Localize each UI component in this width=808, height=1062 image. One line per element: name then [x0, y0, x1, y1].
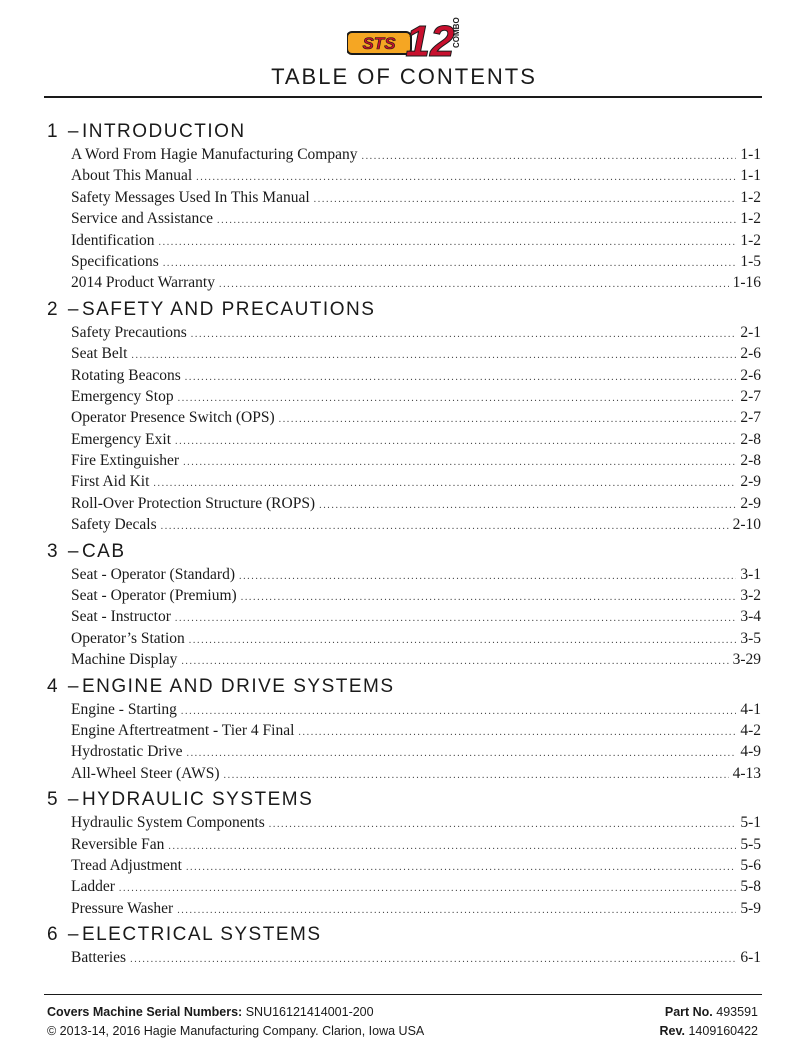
section-name: SAFETY AND PRECAUTIONS	[81, 298, 376, 320]
logo-number-text: 12	[405, 17, 455, 62]
footer-row-2	[47, 1022, 758, 1041]
dot-leader	[314, 189, 737, 210]
section-number: 6	[47, 924, 60, 946]
entry-page-number: 2-9	[740, 494, 761, 512]
dot-leader	[177, 900, 736, 921]
revision	[660, 1022, 759, 1041]
entry-label: Safety Messages Used In This Manual	[71, 188, 310, 206]
dot-leader	[175, 431, 736, 452]
section-entries	[47, 322, 761, 536]
dot-leader	[163, 253, 737, 274]
entry-page-number: 6-1	[740, 949, 761, 967]
section-dash: –	[67, 298, 80, 320]
entry-label: First Aid Kit	[71, 473, 150, 491]
entry-page-number: 3-2	[740, 587, 761, 605]
toc-entry[interactable]	[47, 947, 761, 968]
entry-page-number: 5-9	[740, 899, 761, 917]
section-entries	[47, 812, 761, 919]
section-dash: –	[67, 540, 80, 562]
dot-leader	[298, 722, 736, 743]
rev-value: 1409160422	[688, 1024, 758, 1038]
toc-section-2	[47, 297, 761, 536]
section-dash: –	[67, 121, 80, 142]
part-label: Part No.	[664, 1005, 713, 1019]
section-heading[interactable]	[47, 922, 761, 947]
entry-label: Engine - Starting	[71, 700, 177, 718]
toc-section-1	[47, 119, 761, 294]
section-dash: –	[67, 675, 80, 697]
section-entries	[47, 699, 761, 785]
entry-page-number: 2-8	[740, 430, 761, 448]
dot-leader	[239, 566, 736, 587]
dot-leader	[186, 857, 736, 878]
dot-leader	[191, 324, 737, 345]
entry-label: Engine Aftertreatment - Tier 4 Final	[71, 721, 295, 739]
toc-section-3	[47, 539, 761, 671]
entry-label: Machine Display	[71, 651, 178, 669]
toc-entry[interactable]	[47, 165, 761, 186]
entry-page-number: 4-9	[740, 743, 761, 761]
toc-entry[interactable]	[47, 855, 761, 876]
sts12-combo-logo	[347, 12, 463, 62]
section-heading[interactable]	[47, 674, 761, 699]
entry-page-number: 5-6	[740, 856, 761, 874]
section-number: 2	[47, 298, 60, 320]
section-number: 3	[47, 540, 60, 562]
toc-entry[interactable]	[47, 585, 761, 606]
section-heading[interactable]	[47, 539, 761, 564]
entry-page-number: 1-2	[740, 210, 761, 228]
toc-entry[interactable]	[47, 365, 761, 386]
dot-leader	[241, 587, 737, 608]
dot-leader	[219, 274, 729, 295]
toc-entry[interactable]	[47, 208, 761, 229]
entry-page-number: 2-10	[732, 516, 761, 534]
part-value: 493591	[716, 1005, 758, 1019]
dot-leader	[168, 836, 736, 857]
dot-leader	[119, 878, 736, 899]
toc-entry[interactable]	[47, 514, 761, 535]
entry-page-number: 1-1	[740, 146, 761, 163]
entry-label: Ladder	[71, 878, 115, 896]
sts12-logo-graphic	[347, 12, 463, 62]
entry-label: Emergency Exit	[71, 430, 172, 448]
dot-leader	[189, 630, 737, 651]
entry-page-number: 2-6	[740, 366, 761, 384]
footer	[47, 1003, 758, 1041]
section-entries	[47, 947, 761, 968]
entry-page-number: 2-7	[740, 409, 761, 427]
entry-label: 2014 Product Warranty	[71, 274, 215, 292]
section-name: HYDRAULIC SYSTEMS	[81, 789, 314, 811]
table-of-contents	[47, 116, 761, 969]
entry-page-number: 3-5	[740, 629, 761, 647]
logo-sts-text: STS	[362, 34, 396, 53]
entry-label: Identification	[71, 231, 155, 249]
toc-entry[interactable]	[47, 187, 761, 208]
entry-page-number: 5-5	[740, 835, 761, 853]
entry-page-number: 4-1	[740, 700, 761, 718]
entry-label: Hydrostatic Drive	[71, 743, 183, 761]
toc-entry[interactable]	[47, 471, 761, 492]
toc-entry[interactable]	[47, 407, 761, 428]
entry-page-number: 1-1	[740, 167, 761, 185]
serial-label: Covers Machine Serial Numbers:	[47, 1005, 243, 1019]
toc-entry[interactable]	[47, 144, 761, 165]
toc-section-4	[47, 674, 761, 785]
section-name: ELECTRICAL SYSTEMS	[81, 924, 322, 946]
entry-label: Rotating Beacons	[71, 366, 181, 384]
entry-page-number: 1-2	[740, 188, 761, 206]
section-dash: –	[67, 924, 80, 946]
entry-label: Tread Adjustment	[71, 856, 182, 874]
entry-label: Specifications	[71, 252, 159, 270]
entry-page-number: 2-6	[740, 345, 761, 363]
footer-row-1	[47, 1003, 758, 1022]
entry-page-number: 2-7	[740, 387, 761, 405]
entry-page-number: 5-1	[740, 814, 761, 832]
toc-entry[interactable]	[47, 834, 761, 855]
entry-page-number: 1-5	[740, 252, 761, 270]
dot-leader	[178, 388, 737, 409]
dot-leader	[186, 743, 736, 764]
rev-label: Rev.	[659, 1024, 685, 1038]
toc-entry[interactable]	[47, 876, 761, 897]
dot-leader	[161, 516, 729, 537]
entry-label: Hydraulic System Components	[71, 814, 265, 832]
toc-section-5	[47, 787, 761, 919]
toc-section-6	[47, 922, 761, 968]
entry-label: Batteries	[71, 949, 127, 967]
toc-entry[interactable]	[47, 450, 761, 471]
entry-label: Seat - Operator (Premium)	[71, 587, 237, 605]
entry-page-number: 2-1	[740, 323, 761, 341]
entry-page-number: 1-2	[740, 231, 761, 249]
entry-page-number: 5-8	[740, 878, 761, 896]
entry-label: Operator’s Station	[71, 629, 185, 647]
entry-page-number: 4-2	[740, 721, 761, 739]
section-name: INTRODUCTION	[81, 121, 246, 142]
section-heading[interactable]	[47, 297, 761, 322]
dot-leader	[131, 345, 736, 366]
dot-leader	[183, 452, 736, 473]
section-name: ENGINE AND DRIVE SYSTEMS	[81, 675, 395, 697]
entry-page-number: 1-16	[732, 274, 761, 292]
section-heading[interactable]	[47, 787, 761, 812]
entry-label: Pressure Washer	[71, 899, 174, 917]
serial-numbers	[47, 1003, 374, 1022]
dot-leader	[361, 146, 736, 167]
entry-label: Service and Assistance	[71, 210, 214, 228]
footer-divider	[44, 994, 762, 995]
dot-leader	[153, 473, 736, 494]
toc-entry[interactable]	[47, 272, 761, 293]
entry-label: Reversible Fan	[71, 835, 165, 853]
toc-entry[interactable]	[47, 322, 761, 343]
part-number	[665, 1003, 758, 1022]
entry-label: About This Manual	[71, 167, 193, 185]
dot-leader	[159, 232, 737, 253]
toc-entry[interactable]	[47, 649, 761, 670]
toc-entry[interactable]	[47, 720, 761, 741]
section-number: 4	[47, 675, 60, 697]
serial-value: SNU16121414001-200	[245, 1005, 374, 1019]
dot-leader	[181, 651, 728, 672]
section-number: 1	[47, 121, 60, 142]
section-name: CAB	[81, 540, 126, 562]
section-heading[interactable]	[47, 119, 761, 144]
section-number: 5	[47, 789, 60, 811]
entry-label: Seat - Instructor	[71, 608, 171, 626]
toc-entry[interactable]	[47, 493, 761, 514]
toc-entry[interactable]	[47, 812, 761, 833]
toc-entry[interactable]	[47, 898, 761, 919]
entry-label: Seat Belt	[71, 345, 128, 363]
toc-entry[interactable]	[47, 699, 761, 720]
copyright: © 2013-14, 2016 Hagie Manufacturing Company. Clarion, Iowa USA	[47, 1024, 425, 1038]
entry-label: Roll-Over Protection Structure (ROPS)	[71, 494, 316, 512]
dot-leader	[269, 814, 737, 835]
entry-label: A Word From Hagie Manufacturing Company	[71, 146, 358, 163]
entry-page-number: 2-8	[740, 452, 761, 470]
dot-leader	[224, 765, 729, 786]
entry-page-number: 3-4	[740, 608, 761, 626]
entry-label: Seat - Operator (Standard)	[71, 565, 235, 583]
toc-entry[interactable]	[47, 763, 761, 784]
entry-label: Emergency Stop	[71, 387, 174, 405]
dot-leader	[217, 210, 736, 231]
section-dash: –	[67, 789, 80, 811]
toc-entry[interactable]	[47, 230, 761, 251]
logo-combo-text: COMBO	[452, 17, 461, 48]
toc-entry[interactable]	[47, 429, 761, 450]
entry-label: Safety Precautions	[71, 323, 187, 341]
dot-leader	[319, 495, 736, 516]
toc-entry[interactable]	[47, 251, 761, 272]
dot-leader	[181, 701, 736, 722]
page-title: TABLE OF CONTENTS	[271, 64, 537, 89]
toc-entry[interactable]	[47, 564, 761, 585]
section-entries	[47, 144, 761, 294]
dot-leader	[130, 949, 736, 970]
entry-page-number: 3-29	[732, 651, 761, 669]
dot-leader	[279, 409, 737, 430]
entry-page-number: 4-13	[732, 764, 761, 782]
section-entries	[47, 564, 761, 671]
entry-label: Fire Extinguisher	[71, 452, 180, 470]
toc-entry[interactable]	[47, 628, 761, 649]
header-divider	[44, 96, 762, 98]
toc-entry[interactable]	[47, 343, 761, 364]
toc-entry[interactable]	[47, 741, 761, 762]
dot-leader	[175, 608, 736, 629]
dot-leader	[196, 167, 736, 188]
entry-page-number: 2-9	[740, 473, 761, 491]
toc-entry[interactable]	[47, 386, 761, 407]
entry-label: Operator Presence Switch (OPS)	[71, 409, 275, 427]
entry-page-number: 3-1	[740, 565, 761, 583]
entry-label: All-Wheel Steer (AWS)	[71, 764, 220, 782]
entry-label: Safety Decals	[71, 516, 157, 534]
dot-leader	[185, 367, 737, 388]
toc-entry[interactable]	[47, 606, 761, 627]
